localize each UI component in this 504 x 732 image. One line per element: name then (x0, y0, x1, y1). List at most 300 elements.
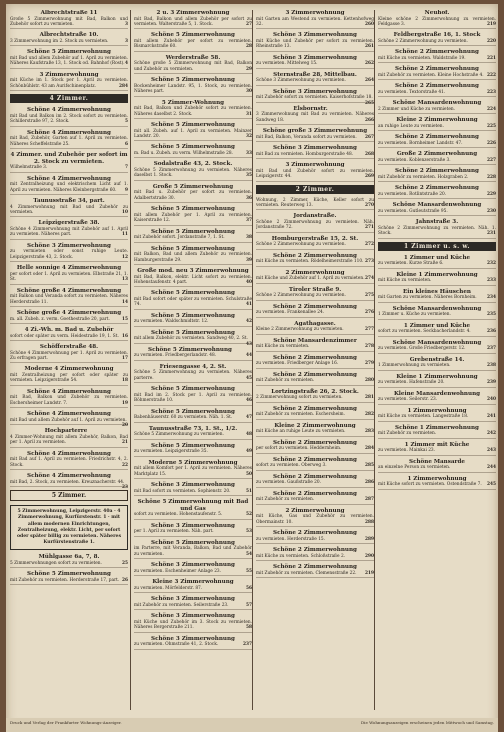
ad-number: 234 (487, 295, 496, 301)
ad-number: 238 (487, 363, 496, 369)
classified-ad (10, 473, 128, 491)
ad-number: 25 (122, 560, 128, 566)
ad-headline: Jahnstraße 3. (415, 219, 459, 226)
ad-headline: Schöne 4 Zimmerwohnung (27, 388, 111, 395)
ad-headline: Mühlgasse 6a, 7, 8. (38, 554, 100, 561)
ad-text: Schöne 5 Zimmerwohnung zu vermieten. Näheres parterre. (134, 370, 252, 381)
ad-text: 5 Zimmerwohnungen sofort zu vermieten. (10, 560, 102, 566)
ad-headline: 1 Zimmer und Küche (403, 254, 471, 261)
ad-text: sofort oder später zu verm. Heidestraße 19, 1. St. (10, 333, 119, 339)
ad-headline: Kleine Mansardenwohnung (393, 390, 481, 397)
ad-headline: Schöne 2 Zimmerwohnung (273, 530, 357, 537)
classified-ad (134, 499, 252, 520)
ad-text: Schöne 2 Zimmerwohnung zu vermieten. (256, 293, 346, 299)
ad-headline: 2 Zimmerwohnung (285, 507, 345, 514)
ad-number: 228 (487, 175, 496, 180)
classified-ad (256, 198, 374, 211)
ad-number: 38 (246, 235, 252, 241)
ad-number: 289 (365, 536, 374, 542)
ad-number: 14 (122, 299, 128, 305)
ad-text: Große 5 Zimmerwohnung mit Bad, Balkon und Zubehör sofort zu vermieten. (10, 16, 128, 27)
ad-number: 278 (365, 344, 374, 350)
ad-headline: Schöne große 3 Zimmerwohnung (262, 128, 368, 135)
ad-number: 223 (487, 90, 496, 95)
ad-text: zu vermieten. Ohmstraße 41, 2. Stock. (134, 642, 219, 648)
classified-ad (378, 49, 496, 63)
ad-text: mit Zubehör zu vermieten. Clemensstraße 22. (256, 570, 357, 576)
ad-number: 268 (365, 151, 374, 157)
classified-ad (378, 408, 496, 422)
ad-number: 275 (365, 293, 374, 299)
classified-ad (134, 443, 252, 457)
ad-number: 244 (487, 465, 496, 471)
ad-number: 42 (246, 319, 252, 325)
ad-headline: Schöne 3 Zimmerwohnung (273, 88, 357, 95)
ad-headline: Schöne Mansardenwohnung (392, 339, 482, 346)
ad-text: zu vermieten. Koblenzerstraße 3. (378, 158, 451, 163)
ad-number: 266 (365, 117, 374, 123)
ad-text: zu vermieten. Gutleutstraße 95. (378, 209, 448, 214)
classified-ad (378, 357, 496, 371)
classified-ad (378, 10, 496, 29)
ad-headline: Schöne 4 Zimmerwohnung (27, 129, 111, 136)
ad-number: 279 (365, 361, 374, 367)
ad-headline: Feldbergstraße 16, 1. Stock (393, 32, 481, 39)
ad-headline: Schöne 2 Zimmerwohnung (273, 252, 357, 259)
ad-number: 43 (246, 341, 252, 347)
ad-column-3 (256, 10, 374, 581)
ad-text: mit Zubehör zu vermieten. Kleine Hochstraße 4. (378, 73, 484, 78)
classified-ad (134, 10, 252, 29)
ad-text: mit Küche sofort zu vermieten. Ostendstraße 7. (378, 482, 482, 488)
ad-number: 284 (365, 446, 374, 452)
ad-text: zu vermieten. Friedbergerlandstr. 48. (134, 353, 217, 359)
classified-ad (378, 185, 496, 199)
ad-number: 9 (125, 187, 128, 193)
ad-headline: Schöne 5 Zimmerwohnung (151, 245, 235, 252)
ad-number: 10 (122, 210, 128, 216)
ad-number: 13 (122, 277, 128, 283)
ad-text: mit Bad, Zubehör, Garten auf 1. April zu vermieten. Näheres Scheffelstraße 25. (10, 136, 128, 147)
ad-number: 48 (246, 432, 252, 438)
ad-text: mit Küche, Gas und Zubehör zu vermieten. Obermainstr. 10. (256, 514, 374, 525)
ad-text: 1 Zimmer u. Küche zu vermieten. (378, 312, 451, 318)
ad-headline: Schöne 3 Zimmerwohnung (151, 562, 235, 569)
classified-ad (134, 313, 252, 327)
ad-headline: Albrechtstraße 10. (39, 32, 99, 39)
ad-text: mit Zentralheizung per sofort oder später zu vermieten. Leipzigerstraße 54. (10, 373, 128, 384)
ad-headline: Schöne 5 Zimmerwohnung (151, 408, 235, 415)
ad-headline: Sodalstraße 43, 2. Stock. (153, 161, 233, 168)
classified-ad (378, 202, 496, 216)
ad-headline: Schöne 1 Zimmerwohnung (395, 424, 479, 431)
ad-number: 19 (122, 400, 128, 406)
classified-ad (256, 88, 374, 106)
ad-number: 55 (246, 568, 252, 574)
ad-number: 276 (365, 310, 374, 316)
ad-headline: Schöne große 4 Zimmerwohnung (16, 310, 122, 317)
classified-ad (256, 106, 374, 125)
ad-text: mit allem Zubehör per 1. April zu vermieten. Kaiserstraße 12. (134, 212, 252, 224)
ad-headline: Schöne 4 Zimmerwohnung (27, 473, 111, 480)
ad-text: Bockenheimer Landstr. 95, 1. Stock, zu vermieten. Näheres part. (134, 83, 252, 95)
ad-number: 35 (246, 173, 252, 179)
ad-headline: 3 Zimmerwohnung (285, 162, 345, 169)
ad-text: mit Zubehör zu vermieten. (256, 378, 315, 384)
column-rule (130, 10, 131, 710)
classified-ad (10, 554, 128, 568)
ad-text: Babenhäuserstr. 60 zu vermieten. Näh. 1. St. (134, 415, 233, 421)
ad-headline: 2 Zimmerwohnung (285, 269, 345, 276)
ad-headline: Schöne 5 Zimmerwohnung (151, 539, 235, 546)
classified-ad (10, 344, 128, 363)
ad-text: mit Küche im 1. Stock per 1. April zu vermieten. Schönbühlstr. 43 am Aurifschinenplatz. (10, 78, 128, 89)
classified-ad (256, 128, 374, 142)
ad-number: 226 (487, 141, 496, 146)
classified-ad (256, 457, 374, 471)
ad-headline: Schöne 2 Zimmerwohnung (273, 303, 357, 310)
ad-text: per 1. April zu vermieten. Näh. part. (134, 529, 214, 535)
ad-number: 44 (246, 353, 252, 359)
ad-text: Schöne 4 Zimmerwohnung mit Zubehör auf 1. April zu vermieten. Näheres part. (10, 227, 128, 238)
ad-number: 274 (365, 276, 374, 282)
ad-headline: Schöne 2 Zimmerwohnung (395, 66, 479, 73)
ad-number: 45 (246, 375, 252, 381)
ad-headline: Kleine 1 Zimmerwohnung (396, 373, 478, 380)
ad-headline: Schöne 2 Zimmerwohnung (273, 547, 357, 554)
ad-text: mit Garten zu vermieten. Näheres Bornheim. (378, 295, 477, 301)
ad-text: Schöne 2 Zimmerwohnung zu vermieten. Näh. Jordanstraße 72. (256, 220, 374, 231)
ad-headline: Schöne Mansardenwohnung (392, 305, 482, 312)
column-rule (374, 10, 375, 710)
ad-headline: Friesengasse 4, 2. St. (159, 363, 227, 370)
classified-ad (134, 290, 252, 309)
classified-ad (134, 144, 252, 158)
classified-ad (10, 220, 128, 239)
classified-ad (378, 151, 496, 165)
classified-ad (256, 547, 374, 561)
ad-text: mit Küche und Zubehör per sofort zu vermieten. Rheinstraße 13. (256, 39, 374, 50)
ad-headline: 5 Zimmer-Wohnung (161, 99, 225, 106)
ad-headline: 3 Zimmerwohnung (285, 10, 345, 16)
ad-text: mit Zentralheizung und elektrischem Licht auf 1. April zu vermieten. Näheres Kleinbergstraße 60. (10, 182, 128, 193)
ad-text: mit Zubehör zu vermieten. Seilerstraße 23. (134, 602, 229, 608)
ad-number: 46 (246, 398, 252, 404)
ad-text: im Parterre, mit Veranda, Balkon, Bad und Zubehör zu vermieten. (134, 546, 252, 557)
classified-ad (134, 347, 252, 361)
ad-headline: Schöne 5 Zimmerwohnung (27, 49, 111, 56)
ad-number: 58 (246, 625, 252, 631)
ad-text: Wilhelmstraße 3. (10, 165, 48, 171)
ad-text: mit Küche an ruhige Leute zu vermieten. (256, 429, 346, 435)
ad-number: 40 (246, 280, 252, 286)
classified-ad (134, 268, 252, 287)
ad-headline: Kleine 2 Zimmerwohnung (274, 422, 356, 429)
ad-number: 18 (122, 378, 128, 384)
classified-ad (134, 364, 252, 383)
classified-ad (256, 287, 374, 301)
ad-number: 36 (246, 195, 252, 201)
ad-text: 4 Zimmerwohnung mit Bad und Zubehör zu vermieten. (10, 204, 128, 216)
ad-headline: Agathagasse. (294, 320, 336, 327)
ad-number: 15 (122, 316, 128, 322)
ad-number: 270 (365, 203, 374, 209)
column-rule (252, 10, 253, 710)
newspaper-page (6, 4, 498, 728)
ad-headline: Schöne Mansardenzimmer (273, 337, 357, 344)
ad-text: per sofort zu vermieten. Heddernheim. (256, 446, 342, 452)
ad-text: Schöne 5 Zimmerwohnung zu vermieten. (134, 432, 224, 438)
ad-text: mit Bad und Balkon im 2. Stock sofort zu vermieten. Schillerstraße 97, 2. Stock. (10, 113, 128, 125)
ad-text: Schöne 4 Zimmerwohnung per 1. April zu vermieten. Zu erfragen part. (10, 350, 128, 362)
ad-number: 272 (365, 242, 374, 248)
ad-text: zu vermieten. Mainkai 23. (378, 448, 436, 454)
classified-ad (378, 168, 496, 182)
classified-ad (134, 184, 252, 203)
ad-text: mit Bad sofort zu vermieten. Sophienstr. 20. (134, 488, 231, 494)
classified-ad (256, 321, 374, 335)
classified-ad (10, 411, 128, 429)
ad-headline: Neuhof. (424, 10, 450, 16)
classified-ad (10, 389, 128, 408)
classified-ad (256, 236, 374, 250)
ad-number: 29 (246, 66, 252, 72)
ad-number: 285 (365, 463, 374, 469)
ad-text: 3 Zimmerwohnung im 2. Stock zu vermieten. (10, 39, 109, 44)
classified-ad (10, 243, 128, 262)
ad-text: mit Bad sofort oder später zu vermieten. Schulstraße 74. (134, 297, 252, 308)
classified-ad (10, 107, 128, 126)
ad-number: 267 (365, 134, 374, 140)
classified-ad (256, 253, 374, 267)
ad-number: 16 (122, 333, 128, 339)
ad-headline: Schöne 3 Zimmerwohnung (151, 613, 235, 620)
ad-number: 219 (365, 570, 374, 576)
ad-text: mit Küche zu vermieten. Langestraße 18. (378, 414, 469, 420)
ad-headline: Jordanstraße. (293, 213, 337, 220)
ad-headline: Ein kleines Häuschen (402, 288, 472, 295)
ad-headline: Große mod. neu 3 Zimmerwohnung (137, 268, 249, 275)
ad-headline: 1 Zimmerwohnung (407, 475, 467, 482)
classified-ad (134, 596, 252, 610)
ad-text: zu vermieten. Frankenallee 24. (256, 310, 325, 316)
classified-ad (378, 134, 496, 148)
classified-ad (256, 372, 374, 386)
ad-text: an ruhige Leute zu vermieten. (378, 124, 444, 129)
ad-text: mit Zubehör zu vermieten. Herderstraße 17, part. (10, 577, 120, 583)
ad-headline: Taunusstraße 73, 1. St., 1/2. (148, 425, 238, 432)
classified-ad (134, 426, 252, 440)
ad-number: 47 (246, 415, 252, 421)
ad-number: 22 (122, 462, 128, 468)
ad-headline: Schöne 4 Zimmerwohnung (27, 450, 111, 457)
ad-headline: Schöne 2 Zimmerwohnung (273, 439, 357, 446)
classified-ad (10, 288, 128, 307)
ad-number: 5 (125, 119, 128, 125)
ad-number: 3 (125, 22, 128, 27)
ad-text: Schöne 3 Zimmerwohnung zu vermieten. (256, 78, 346, 84)
classified-ad (134, 55, 252, 74)
ad-number: 265 (365, 100, 374, 106)
ad-number: 26 (122, 577, 128, 583)
ad-headline: Schöne 5 Zimmerwohnung (151, 312, 235, 319)
ad-headline: 4 Zimmer. und Zubehör per sofort im 2. Stock zu vermieten. (10, 152, 128, 165)
ad-headline: Schöne große 4 Zimmerwohnung (16, 287, 122, 294)
ad-headline: Schöne 2 Zimmerwohnung (273, 456, 357, 463)
ad-number: 52 (246, 512, 252, 518)
ad-headline: Schöne 5 Zimmerwohnung (27, 571, 111, 578)
classified-ad (134, 329, 252, 347)
ad-number: 262 (365, 61, 374, 67)
ad-text: mit Bad auf 1. April zu vermieten. Friedrichstr. 4, 2. Stock. (10, 457, 128, 468)
ad-number: 27 (246, 22, 252, 27)
ad-text: mit Küche zu vermieten. Rödelheimerstraße 110. (256, 259, 364, 265)
ad-number: 30 (246, 89, 252, 95)
ad-headline: Grebenstraße 14. (409, 356, 465, 363)
classified-ad (256, 145, 374, 159)
classified-ad (378, 289, 496, 303)
ad-text: zu vermieten. Hafenstraße 20. (378, 380, 445, 386)
ad-text: m. Bad u. Zubeh. zu verm. Wilhelmstraße 28. (134, 151, 233, 157)
ad-number: 287 (365, 497, 374, 503)
ad-text: Schöne 2 Zimmerwohnung zu vermieten. Näh. 1. Stock. (378, 226, 496, 237)
ad-headline: Schöne 5 Zimmerwohnung (151, 290, 235, 297)
ad-headline: Moderne 5 Zimmerwohnung (148, 459, 238, 466)
ad-text: 3 Zimmerwohnung mit Bad zu vermieten. Näheres Sandweg 18. (256, 112, 374, 123)
ad-text: sofort zu vermieten. Seckbacherlandstr. 4. (378, 329, 471, 335)
ad-number: 20 (122, 423, 128, 429)
ad-text: mit Zubehör sofort zu vermieten. Kaiserhofstraße 18. (256, 95, 373, 101)
section-heading: 4 Zimmer. (10, 94, 128, 103)
classified-ad (378, 32, 496, 46)
classified-ad (378, 425, 496, 439)
ad-number: 50 (246, 471, 252, 477)
ad-number: 225 (487, 124, 496, 129)
ad-text: mit Küche zu vermieten. Waldstraße 19. (378, 56, 466, 61)
ad-text: mit Bad und allem Zubehör auf 1. April zu vermieten. Näheres Kaufstraße 13, 1. Stock od. Bahnhof (Rost). (10, 56, 128, 67)
classified-ad (256, 389, 374, 403)
classified-ad (378, 323, 496, 337)
classified-ad (256, 474, 374, 488)
ad-text: 1 Zimmerwohnung zu vermieten. (378, 363, 451, 369)
classified-ad (134, 229, 252, 243)
ad-text: zu vermieten oder sonst ruhige Leute. Leipzigerstraße 43, 2. Stock. (10, 249, 128, 260)
ad-text: mit Bad, Balkon und allem Zubehör per sofort zu vermieten. Walterstraße 5, 1. Stock. (134, 16, 252, 27)
ad-text: Kleine 2 Zimmerwohnung zu vermieten. (256, 327, 344, 333)
classified-ad (134, 562, 252, 576)
classified-ad (10, 571, 128, 585)
ad-text: Kleine schöne 2 Zimmerwohnung zu vermieten. Feldgasse 3. (378, 16, 496, 27)
ad-headline: Schöne 3 Zimmerwohnung (273, 32, 357, 39)
classified-ad (256, 270, 374, 284)
ad-headline: Sternstraße 28, Mittelbau. (273, 71, 357, 78)
ad-headline: Kleine 1 Zimmerwohnung (396, 271, 478, 278)
classified-ad (134, 77, 252, 96)
classified-ad (10, 451, 128, 470)
ad-text: mit Bad und Zubehör sofort zu vermieten. Leipzigerstr. 44. (256, 168, 374, 180)
ad-text: Schöne große 5 Zimmerwohnung mit Bad, Balkon und Zubehör zu vermieten. (134, 61, 252, 72)
ad-headline: Hochparterre (44, 428, 88, 435)
ad-column-4 (378, 10, 496, 493)
ad-number: 282 (365, 412, 374, 418)
classified-ad (256, 508, 374, 527)
ad-text: zu vermieten. Seilerstr. 23. (378, 397, 438, 403)
classified-ad (256, 338, 374, 352)
ad-headline: Schöne 4 Zimmerwohnung (27, 175, 111, 182)
ad-headline: Moderne 4 Zimmerwohnung (24, 366, 114, 373)
ad-text: mit Bad, 2. Stock, zu vermieten. Kreuznacherstr. 44. (10, 479, 125, 485)
ad-number: 51 (246, 488, 252, 494)
classified-ad (134, 409, 252, 423)
section-heading: 1 Zimmer u. s. w. (378, 242, 496, 251)
ad-text: zu vermieten. Bornheimer Landstr. 47. (378, 141, 463, 146)
ad-number: 28 (246, 44, 252, 50)
ad-number: 39 (246, 257, 252, 263)
ad-text: 2 Zimmerwohnung sofort zu vermieten. (256, 395, 343, 401)
ad-number: 284 (119, 83, 128, 89)
ad-number: 4 (125, 61, 128, 67)
ad-number: 49 (246, 449, 252, 455)
ad-headline: Schöne 3 Zimmerwohnung (151, 635, 235, 642)
ad-text: m. all. Zubeh. z. verm. Goethestraße 20, part. (10, 316, 110, 322)
ad-text: sofort zu vermieten. Hohenstaufenstr. 5. (134, 512, 223, 518)
ad-headline: Schöne 2 Zimmerwohnung (273, 490, 357, 497)
ad-headline: Schöne 3 Zimmerwohnung (273, 145, 357, 152)
ad-text: mit Küche zu vermieten. (256, 344, 310, 350)
classified-ad (10, 327, 128, 341)
ad-headline: Leipzigerstraße 38. (38, 220, 100, 227)
page-footer (6, 718, 498, 732)
classified-ad (10, 265, 128, 284)
ad-number: 237 (487, 346, 496, 352)
ad-number: 221 (487, 56, 496, 61)
classified-ad (378, 117, 496, 131)
ad-number: 222 (487, 73, 496, 78)
ad-text: mit Zubehör zu vermieten. (378, 431, 437, 437)
ad-number: 220 (487, 39, 496, 44)
ad-text: zu vermieten. Gaußstraße 20. (256, 480, 321, 486)
ad-text: mit Balkon, Bad und allem Zubehör zu vermieten. Hamburgerstraße 29. (134, 252, 252, 263)
ad-number: 286 (365, 480, 374, 486)
ad-number: 236 (487, 329, 496, 335)
classified-ad (256, 406, 374, 420)
ad-headline: Schöne 3 Zimmerwohnung (27, 242, 111, 249)
ad-number: 271 (365, 225, 374, 231)
ad-headline: Schöne 5 Zimmerwohnung (151, 329, 235, 336)
ad-number: 280 (365, 378, 374, 384)
ad-number: 3 (125, 39, 128, 44)
ad-headline: Schöne 5 Zimmerwohnung mit Bad und Gas (137, 499, 249, 512)
classified-ad (378, 476, 496, 490)
ad-text: mit Bad zu vermieten. Homburgerstraße 48. (256, 151, 354, 157)
ad-number: 241 (487, 414, 496, 420)
classified-ad (134, 32, 252, 51)
ad-text: mit Bad und allem Zubehör auf 1. April zu vermieten. (10, 417, 127, 423)
ad-number: 12 (122, 254, 128, 260)
ad-headline: Kleine 2 Zimmerwohnung (396, 117, 478, 124)
ad-number: 269 (365, 174, 374, 180)
classified-ad (256, 440, 374, 454)
classified-ad (378, 272, 496, 286)
ad-number: 235 (487, 312, 496, 318)
classified-ad (134, 540, 252, 559)
ad-text: zu vermieten. Friedberger Anlage 16. (256, 361, 339, 367)
ad-number: 53 (246, 529, 252, 535)
classified-ad (378, 340, 496, 354)
ad-text: zu vermieten. Waldschmidtstr. 12. (134, 319, 209, 325)
ad-text: Schöne 2 Zimmerwohnung zu vermieten. (256, 242, 346, 248)
ad-headline: Schöne 5 Zimmerwohnung (151, 206, 235, 213)
